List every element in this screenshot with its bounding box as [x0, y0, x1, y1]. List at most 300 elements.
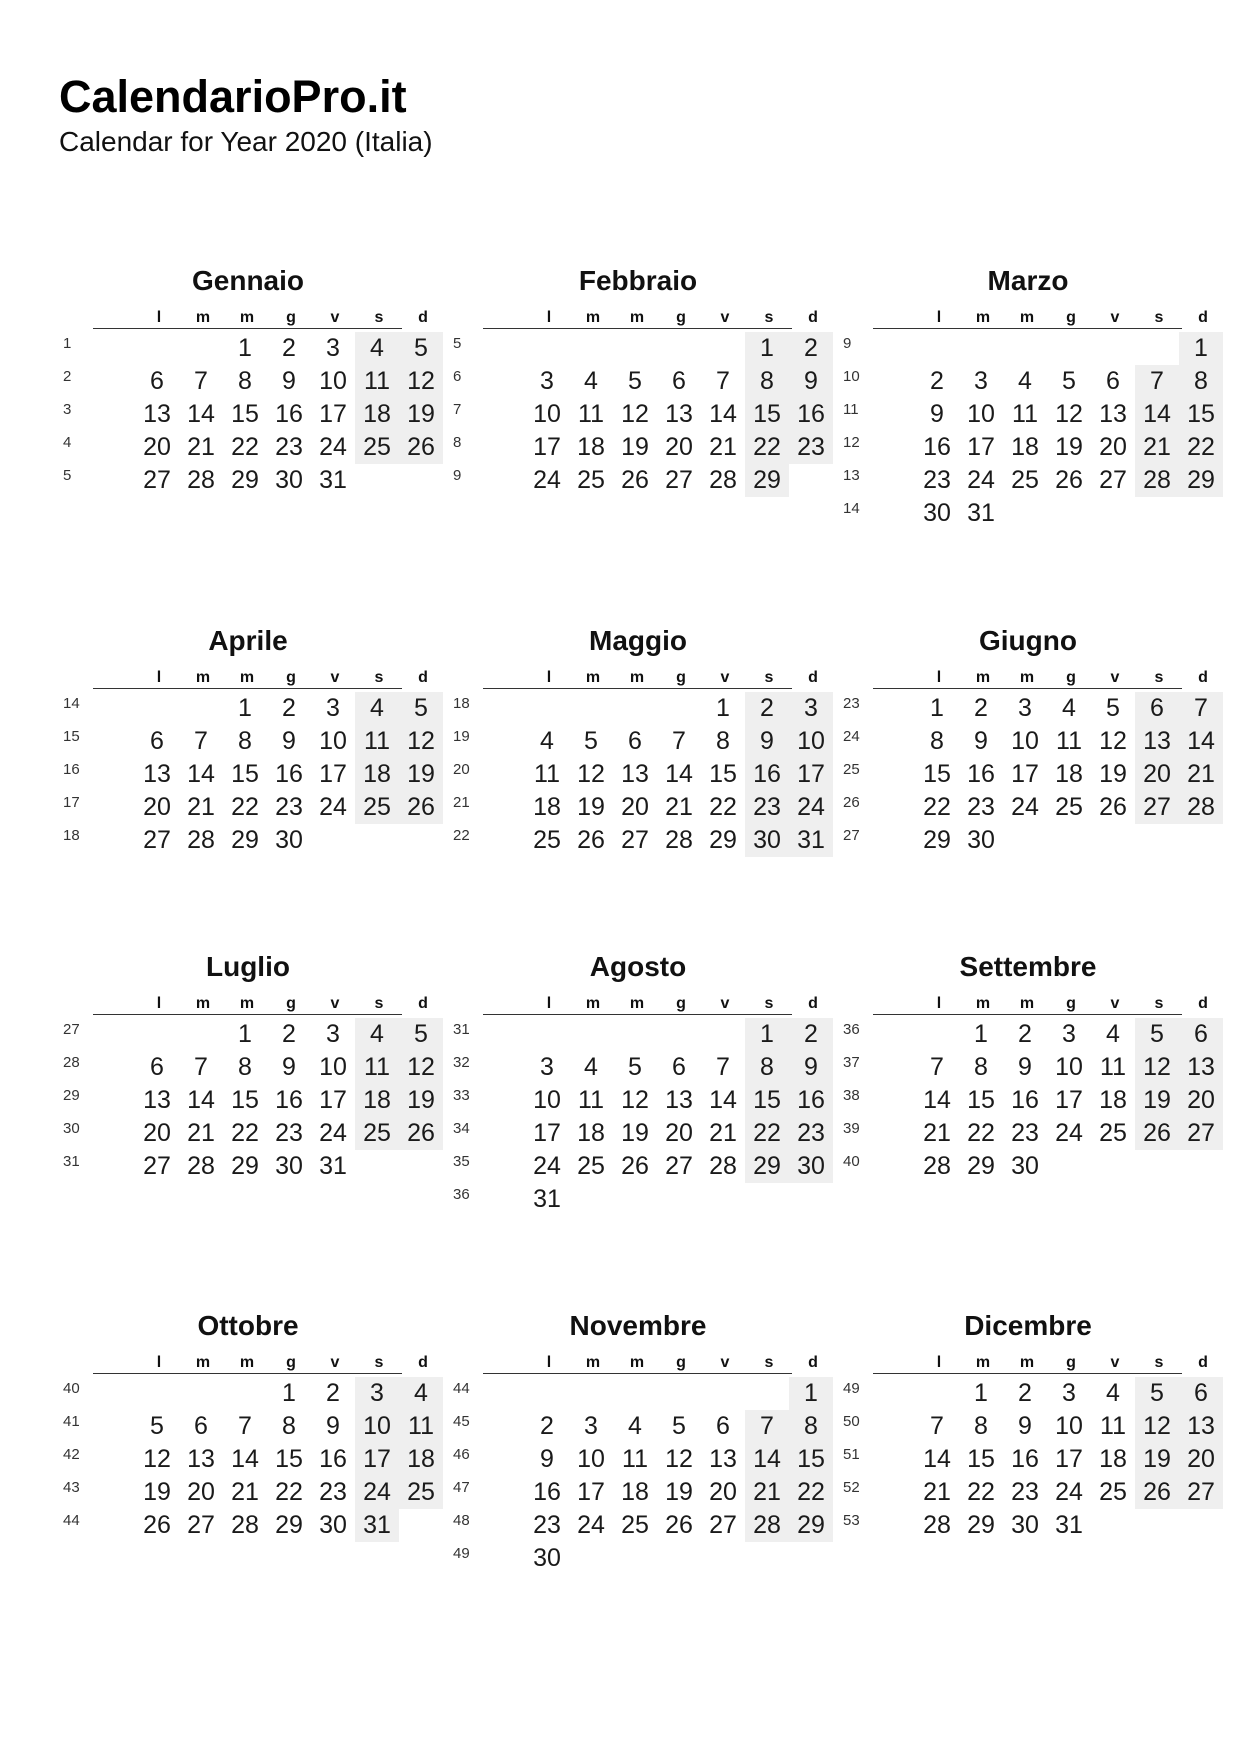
- day-cell[interactable]: 20: [709, 1478, 737, 1506]
- day-cell[interactable]: 6: [150, 1053, 164, 1081]
- day-cell[interactable]: 13: [709, 1445, 737, 1473]
- day-cell[interactable]: 21: [709, 1119, 737, 1147]
- day-cell[interactable]: 13: [143, 400, 171, 428]
- day-cell[interactable]: 28: [665, 826, 693, 854]
- day-cell[interactable]: 30: [319, 1511, 347, 1539]
- day-cell[interactable]: 16: [533, 1478, 561, 1506]
- day-cell[interactable]: 20: [143, 1119, 171, 1147]
- day-cell[interactable]: 11: [1012, 400, 1038, 428]
- day-cell[interactable]: 25: [1099, 1478, 1127, 1506]
- day-cell[interactable]: 26: [407, 433, 435, 461]
- day-cell[interactable]: 14: [923, 1445, 951, 1473]
- day-cell[interactable]: 30: [923, 499, 951, 527]
- day-cell[interactable]: 18: [363, 400, 391, 428]
- day-cell[interactable]: 25: [533, 826, 561, 854]
- day-cell[interactable]: 21: [709, 433, 737, 461]
- day-cell[interactable]: 28: [231, 1511, 259, 1539]
- day-cell[interactable]: 5: [1150, 1020, 1164, 1048]
- day-cell[interactable]: 11: [408, 1412, 434, 1440]
- day-cell[interactable]: 9: [540, 1445, 554, 1473]
- day-cell[interactable]: 17: [533, 433, 561, 461]
- day-cell[interactable]: 5: [1150, 1379, 1164, 1407]
- day-cell[interactable]: 20: [665, 433, 693, 461]
- day-cell[interactable]: 4: [584, 1053, 598, 1081]
- day-cell[interactable]: 14: [923, 1086, 951, 1114]
- day-cell[interactable]: 29: [797, 1511, 825, 1539]
- day-cell[interactable]: 13: [1143, 727, 1171, 755]
- day-cell[interactable]: 18: [363, 1086, 391, 1114]
- day-cell[interactable]: 20: [1099, 433, 1127, 461]
- day-cell[interactable]: 7: [760, 1412, 774, 1440]
- day-cell[interactable]: 3: [326, 1020, 340, 1048]
- day-cell[interactable]: 28: [1143, 466, 1171, 494]
- day-cell[interactable]: 24: [319, 793, 347, 821]
- day-cell[interactable]: 31: [1055, 1511, 1083, 1539]
- day-cell[interactable]: 26: [577, 826, 605, 854]
- day-cell[interactable]: 8: [930, 727, 944, 755]
- day-cell[interactable]: 6: [1106, 367, 1120, 395]
- day-cell[interactable]: 8: [1194, 367, 1208, 395]
- day-cell[interactable]: 15: [709, 760, 737, 788]
- day-cell[interactable]: 12: [1143, 1053, 1171, 1081]
- day-cell[interactable]: 4: [584, 367, 598, 395]
- day-cell[interactable]: 7: [194, 1053, 208, 1081]
- day-cell[interactable]: 4: [628, 1412, 642, 1440]
- day-cell[interactable]: 3: [1062, 1379, 1076, 1407]
- day-cell[interactable]: 24: [319, 1119, 347, 1147]
- day-cell[interactable]: 30: [275, 826, 303, 854]
- day-cell[interactable]: 6: [194, 1412, 208, 1440]
- day-cell[interactable]: 22: [923, 793, 951, 821]
- day-cell[interactable]: 11: [1100, 1412, 1126, 1440]
- day-cell[interactable]: 2: [1018, 1020, 1032, 1048]
- day-cell[interactable]: 11: [1056, 727, 1082, 755]
- day-cell[interactable]: 2: [1018, 1379, 1032, 1407]
- day-cell[interactable]: 4: [370, 1020, 384, 1048]
- day-cell[interactable]: 28: [923, 1511, 951, 1539]
- day-cell[interactable]: 1: [282, 1379, 296, 1407]
- day-cell[interactable]: 12: [577, 760, 605, 788]
- day-cell[interactable]: 15: [1187, 400, 1215, 428]
- day-cell[interactable]: 18: [1011, 433, 1039, 461]
- day-cell[interactable]: 6: [1194, 1379, 1208, 1407]
- day-cell[interactable]: 19: [1143, 1086, 1171, 1114]
- day-cell[interactable]: 15: [275, 1445, 303, 1473]
- day-cell[interactable]: 4: [370, 334, 384, 362]
- day-cell[interactable]: 31: [319, 1152, 347, 1180]
- day-cell[interactable]: 13: [665, 400, 693, 428]
- day-cell[interactable]: 4: [1062, 694, 1076, 722]
- day-cell[interactable]: 27: [1187, 1119, 1215, 1147]
- day-cell[interactable]: 23: [967, 793, 995, 821]
- day-cell[interactable]: 27: [143, 1152, 171, 1180]
- day-cell[interactable]: 15: [797, 1445, 825, 1473]
- day-cell[interactable]: 2: [930, 367, 944, 395]
- day-cell[interactable]: 3: [540, 367, 554, 395]
- day-cell[interactable]: 1: [716, 694, 730, 722]
- day-cell[interactable]: 10: [1055, 1053, 1083, 1081]
- day-cell[interactable]: 8: [238, 367, 252, 395]
- day-cell[interactable]: 21: [665, 793, 693, 821]
- day-cell[interactable]: 5: [584, 727, 598, 755]
- day-cell[interactable]: 1: [760, 334, 774, 362]
- day-cell[interactable]: 10: [533, 400, 561, 428]
- day-cell[interactable]: 7: [194, 727, 208, 755]
- day-cell[interactable]: 13: [143, 760, 171, 788]
- day-cell[interactable]: 16: [275, 760, 303, 788]
- day-cell[interactable]: 21: [1187, 760, 1215, 788]
- day-cell[interactable]: 10: [319, 367, 347, 395]
- day-cell[interactable]: 18: [363, 760, 391, 788]
- day-cell[interactable]: 9: [282, 367, 296, 395]
- day-cell[interactable]: 13: [621, 760, 649, 788]
- day-cell[interactable]: 21: [923, 1478, 951, 1506]
- day-cell[interactable]: 5: [628, 1053, 642, 1081]
- day-cell[interactable]: 7: [930, 1412, 944, 1440]
- day-cell[interactable]: 19: [577, 793, 605, 821]
- day-cell[interactable]: 9: [804, 1053, 818, 1081]
- day-cell[interactable]: 28: [187, 826, 215, 854]
- day-cell[interactable]: 31: [967, 499, 995, 527]
- day-cell[interactable]: 19: [665, 1478, 693, 1506]
- day-cell[interactable]: 20: [665, 1119, 693, 1147]
- day-cell[interactable]: 5: [414, 694, 428, 722]
- day-cell[interactable]: 27: [143, 826, 171, 854]
- day-cell[interactable]: 27: [1187, 1478, 1215, 1506]
- day-cell[interactable]: 9: [1018, 1053, 1032, 1081]
- day-cell[interactable]: 30: [533, 1544, 561, 1572]
- day-cell[interactable]: 27: [1099, 466, 1127, 494]
- day-cell[interactable]: 26: [1099, 793, 1127, 821]
- day-cell[interactable]: 30: [275, 466, 303, 494]
- day-cell[interactable]: 17: [319, 1086, 347, 1114]
- day-cell[interactable]: 21: [187, 433, 215, 461]
- day-cell[interactable]: 8: [974, 1412, 988, 1440]
- day-cell[interactable]: 6: [716, 1412, 730, 1440]
- day-cell[interactable]: 2: [804, 1020, 818, 1048]
- day-cell[interactable]: 25: [1011, 466, 1039, 494]
- day-cell[interactable]: 10: [319, 727, 347, 755]
- day-cell[interactable]: 27: [621, 826, 649, 854]
- day-cell[interactable]: 29: [709, 826, 737, 854]
- day-cell[interactable]: 3: [1018, 694, 1032, 722]
- day-cell[interactable]: 22: [753, 1119, 781, 1147]
- day-cell[interactable]: 14: [665, 760, 693, 788]
- day-cell[interactable]: 29: [275, 1511, 303, 1539]
- day-cell[interactable]: 22: [231, 793, 259, 821]
- day-cell[interactable]: 22: [275, 1478, 303, 1506]
- day-cell[interactable]: 11: [578, 1086, 604, 1114]
- day-cell[interactable]: 28: [187, 1152, 215, 1180]
- day-cell[interactable]: 16: [753, 760, 781, 788]
- day-cell[interactable]: 12: [407, 727, 435, 755]
- day-cell[interactable]: 5: [628, 367, 642, 395]
- day-cell[interactable]: 26: [407, 1119, 435, 1147]
- day-cell[interactable]: 22: [1187, 433, 1215, 461]
- day-cell[interactable]: 16: [319, 1445, 347, 1473]
- day-cell[interactable]: 23: [797, 1119, 825, 1147]
- day-cell[interactable]: 26: [407, 793, 435, 821]
- day-cell[interactable]: 9: [282, 1053, 296, 1081]
- day-cell[interactable]: 14: [1187, 727, 1215, 755]
- day-cell[interactable]: 23: [275, 1119, 303, 1147]
- day-cell[interactable]: 10: [1011, 727, 1039, 755]
- day-cell[interactable]: 22: [231, 433, 259, 461]
- day-cell[interactable]: 1: [974, 1379, 988, 1407]
- day-cell[interactable]: 27: [143, 466, 171, 494]
- day-cell[interactable]: 2: [804, 334, 818, 362]
- day-cell[interactable]: 27: [187, 1511, 215, 1539]
- day-cell[interactable]: 3: [540, 1053, 554, 1081]
- day-cell[interactable]: 29: [231, 466, 259, 494]
- day-cell[interactable]: 10: [319, 1053, 347, 1081]
- day-cell[interactable]: 3: [326, 334, 340, 362]
- day-cell[interactable]: 6: [1194, 1020, 1208, 1048]
- day-cell[interactable]: 22: [967, 1478, 995, 1506]
- day-cell[interactable]: 18: [1055, 760, 1083, 788]
- day-cell[interactable]: 12: [407, 1053, 435, 1081]
- day-cell[interactable]: 30: [1011, 1511, 1039, 1539]
- day-cell[interactable]: 16: [923, 433, 951, 461]
- day-cell[interactable]: 15: [753, 400, 781, 428]
- day-cell[interactable]: 22: [753, 433, 781, 461]
- day-cell[interactable]: 30: [753, 826, 781, 854]
- day-cell[interactable]: 1: [930, 694, 944, 722]
- day-cell[interactable]: 17: [319, 760, 347, 788]
- day-cell[interactable]: 12: [1143, 1412, 1171, 1440]
- day-cell[interactable]: 6: [150, 367, 164, 395]
- day-cell[interactable]: 21: [923, 1119, 951, 1147]
- day-cell[interactable]: 31: [319, 466, 347, 494]
- day-cell[interactable]: 31: [797, 826, 825, 854]
- day-cell[interactable]: 13: [187, 1445, 215, 1473]
- day-cell[interactable]: 16: [1011, 1086, 1039, 1114]
- day-cell[interactable]: 31: [363, 1511, 391, 1539]
- day-cell[interactable]: 19: [1099, 760, 1127, 788]
- day-cell[interactable]: 29: [753, 466, 781, 494]
- day-cell[interactable]: 2: [282, 334, 296, 362]
- day-cell[interactable]: 15: [923, 760, 951, 788]
- day-cell[interactable]: 24: [1055, 1119, 1083, 1147]
- day-cell[interactable]: 25: [577, 1152, 605, 1180]
- day-cell[interactable]: 28: [187, 466, 215, 494]
- day-cell[interactable]: 22: [709, 793, 737, 821]
- day-cell[interactable]: 19: [407, 400, 435, 428]
- day-cell[interactable]: 15: [967, 1086, 995, 1114]
- day-cell[interactable]: 3: [326, 694, 340, 722]
- day-cell[interactable]: 30: [797, 1152, 825, 1180]
- day-cell[interactable]: 8: [238, 1053, 252, 1081]
- day-cell[interactable]: 19: [1055, 433, 1083, 461]
- day-cell[interactable]: 14: [187, 1086, 215, 1114]
- day-cell[interactable]: 25: [1055, 793, 1083, 821]
- day-cell[interactable]: 17: [797, 760, 825, 788]
- day-cell[interactable]: 16: [797, 1086, 825, 1114]
- day-cell[interactable]: 17: [577, 1478, 605, 1506]
- day-cell[interactable]: 9: [282, 727, 296, 755]
- day-cell[interactable]: 8: [282, 1412, 296, 1440]
- day-cell[interactable]: 7: [1194, 694, 1208, 722]
- day-cell[interactable]: 18: [533, 793, 561, 821]
- day-cell[interactable]: 24: [319, 433, 347, 461]
- day-cell[interactable]: 13: [665, 1086, 693, 1114]
- day-cell[interactable]: 3: [1062, 1020, 1076, 1048]
- day-cell[interactable]: 5: [672, 1412, 686, 1440]
- day-cell[interactable]: 28: [1187, 793, 1215, 821]
- day-cell[interactable]: 17: [1011, 760, 1039, 788]
- day-cell[interactable]: 30: [967, 826, 995, 854]
- day-cell[interactable]: 23: [1011, 1119, 1039, 1147]
- day-cell[interactable]: 14: [187, 400, 215, 428]
- day-cell[interactable]: 3: [584, 1412, 598, 1440]
- day-cell[interactable]: 6: [628, 727, 642, 755]
- day-cell[interactable]: 10: [577, 1445, 605, 1473]
- day-cell[interactable]: 7: [194, 367, 208, 395]
- day-cell[interactable]: 13: [1187, 1053, 1215, 1081]
- day-cell[interactable]: 2: [540, 1412, 554, 1440]
- day-cell[interactable]: 25: [363, 433, 391, 461]
- day-cell[interactable]: 22: [797, 1478, 825, 1506]
- day-cell[interactable]: 1: [760, 1020, 774, 1048]
- day-cell[interactable]: 7: [716, 1053, 730, 1081]
- day-cell[interactable]: 1: [804, 1379, 818, 1407]
- day-cell[interactable]: 22: [231, 1119, 259, 1147]
- day-cell[interactable]: 10: [1055, 1412, 1083, 1440]
- day-cell[interactable]: 8: [974, 1053, 988, 1081]
- day-cell[interactable]: 25: [363, 793, 391, 821]
- day-cell[interactable]: 7: [238, 1412, 252, 1440]
- day-cell[interactable]: 24: [533, 466, 561, 494]
- day-cell[interactable]: 19: [621, 1119, 649, 1147]
- day-cell[interactable]: 12: [1055, 400, 1083, 428]
- day-cell[interactable]: 13: [143, 1086, 171, 1114]
- day-cell[interactable]: 28: [753, 1511, 781, 1539]
- day-cell[interactable]: 18: [577, 433, 605, 461]
- day-cell[interactable]: 7: [716, 367, 730, 395]
- day-cell[interactable]: 14: [709, 400, 737, 428]
- day-cell[interactable]: 20: [1187, 1086, 1215, 1114]
- day-cell[interactable]: 20: [621, 793, 649, 821]
- day-cell[interactable]: 11: [364, 727, 390, 755]
- day-cell[interactable]: 26: [665, 1511, 693, 1539]
- day-cell[interactable]: 14: [1143, 400, 1171, 428]
- day-cell[interactable]: 4: [1018, 367, 1032, 395]
- day-cell[interactable]: 8: [238, 727, 252, 755]
- day-cell[interactable]: 10: [533, 1086, 561, 1114]
- day-cell[interactable]: 12: [621, 1086, 649, 1114]
- day-cell[interactable]: 14: [709, 1086, 737, 1114]
- day-cell[interactable]: 14: [187, 760, 215, 788]
- day-cell[interactable]: 26: [143, 1511, 171, 1539]
- day-cell[interactable]: 9: [930, 400, 944, 428]
- day-cell[interactable]: 26: [1143, 1119, 1171, 1147]
- day-cell[interactable]: 2: [326, 1379, 340, 1407]
- day-cell[interactable]: 8: [760, 1053, 774, 1081]
- day-cell[interactable]: 3: [974, 367, 988, 395]
- day-cell[interactable]: 23: [275, 793, 303, 821]
- day-cell[interactable]: 15: [231, 760, 259, 788]
- day-cell[interactable]: 28: [709, 1152, 737, 1180]
- day-cell[interactable]: 18: [1099, 1086, 1127, 1114]
- day-cell[interactable]: 29: [967, 1152, 995, 1180]
- day-cell[interactable]: 15: [231, 400, 259, 428]
- day-cell[interactable]: 7: [1150, 367, 1164, 395]
- day-cell[interactable]: 9: [760, 727, 774, 755]
- day-cell[interactable]: 8: [716, 727, 730, 755]
- day-cell[interactable]: 23: [275, 433, 303, 461]
- day-cell[interactable]: 20: [1187, 1445, 1215, 1473]
- day-cell[interactable]: 29: [231, 1152, 259, 1180]
- day-cell[interactable]: 26: [1055, 466, 1083, 494]
- day-cell[interactable]: 25: [363, 1119, 391, 1147]
- day-cell[interactable]: 27: [1143, 793, 1171, 821]
- day-cell[interactable]: 15: [231, 1086, 259, 1114]
- day-cell[interactable]: 19: [1143, 1445, 1171, 1473]
- day-cell[interactable]: 3: [804, 694, 818, 722]
- day-cell[interactable]: 22: [967, 1119, 995, 1147]
- day-cell[interactable]: 10: [363, 1412, 391, 1440]
- day-cell[interactable]: 29: [753, 1152, 781, 1180]
- day-cell[interactable]: 13: [1099, 400, 1127, 428]
- day-cell[interactable]: 25: [407, 1478, 435, 1506]
- day-cell[interactable]: 16: [275, 1086, 303, 1114]
- day-cell[interactable]: 18: [1099, 1445, 1127, 1473]
- day-cell[interactable]: 26: [1143, 1478, 1171, 1506]
- day-cell[interactable]: 15: [967, 1445, 995, 1473]
- day-cell[interactable]: 31: [533, 1185, 561, 1213]
- day-cell[interactable]: 6: [1150, 694, 1164, 722]
- day-cell[interactable]: 9: [804, 367, 818, 395]
- day-cell[interactable]: 17: [319, 400, 347, 428]
- day-cell[interactable]: 16: [1011, 1445, 1039, 1473]
- day-cell[interactable]: 1: [1194, 334, 1208, 362]
- day-cell[interactable]: 2: [760, 694, 774, 722]
- day-cell[interactable]: 24: [967, 466, 995, 494]
- day-cell[interactable]: 17: [967, 433, 995, 461]
- day-cell[interactable]: 4: [1106, 1020, 1120, 1048]
- day-cell[interactable]: 18: [577, 1119, 605, 1147]
- day-cell[interactable]: 11: [364, 1053, 390, 1081]
- day-cell[interactable]: 5: [414, 334, 428, 362]
- day-cell[interactable]: 14: [231, 1445, 259, 1473]
- day-cell[interactable]: 9: [1018, 1412, 1032, 1440]
- day-cell[interactable]: 9: [326, 1412, 340, 1440]
- day-cell[interactable]: 4: [540, 727, 554, 755]
- day-cell[interactable]: 7: [672, 727, 686, 755]
- day-cell[interactable]: 19: [621, 433, 649, 461]
- day-cell[interactable]: 14: [753, 1445, 781, 1473]
- day-cell[interactable]: 2: [282, 1020, 296, 1048]
- day-cell[interactable]: 26: [621, 466, 649, 494]
- day-cell[interactable]: 3: [370, 1379, 384, 1407]
- day-cell[interactable]: 2: [282, 694, 296, 722]
- day-cell[interactable]: 28: [923, 1152, 951, 1180]
- day-cell[interactable]: 10: [797, 727, 825, 755]
- day-cell[interactable]: 1: [238, 694, 252, 722]
- day-cell[interactable]: 23: [319, 1478, 347, 1506]
- day-cell[interactable]: 5: [150, 1412, 164, 1440]
- day-cell[interactable]: 19: [407, 760, 435, 788]
- day-cell[interactable]: 5: [1106, 694, 1120, 722]
- day-cell[interactable]: 17: [1055, 1086, 1083, 1114]
- day-cell[interactable]: 5: [1062, 367, 1076, 395]
- day-cell[interactable]: 4: [1106, 1379, 1120, 1407]
- day-cell[interactable]: 24: [363, 1478, 391, 1506]
- day-cell[interactable]: 27: [665, 466, 693, 494]
- day-cell[interactable]: 4: [414, 1379, 428, 1407]
- day-cell[interactable]: 6: [672, 1053, 686, 1081]
- day-cell[interactable]: 12: [1099, 727, 1127, 755]
